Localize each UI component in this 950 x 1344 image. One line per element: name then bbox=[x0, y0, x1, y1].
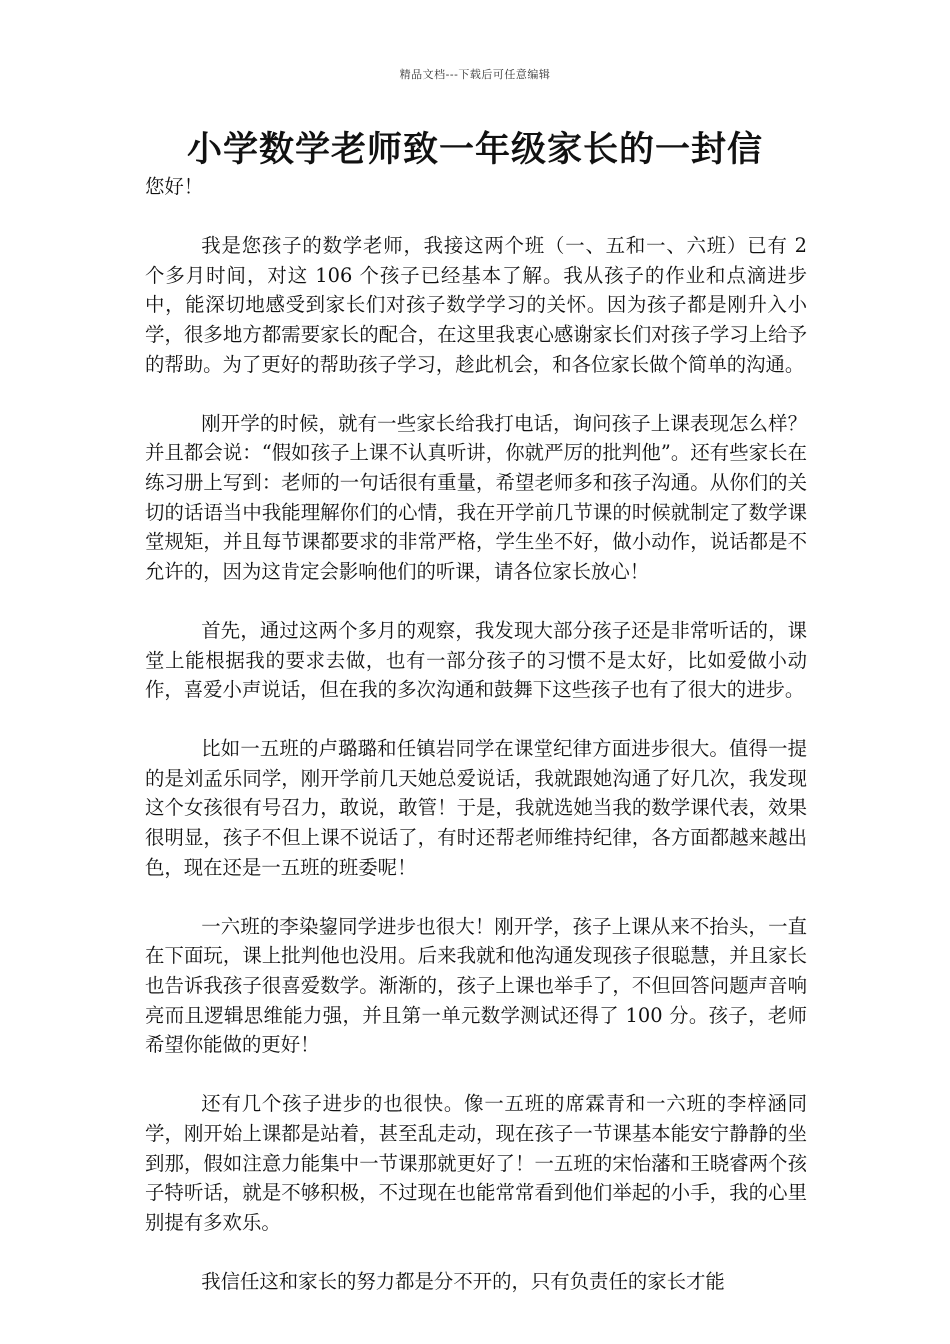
paragraph-closing-partial: 我信任这和家长的努力都是分不开的，只有负责任的家长才能 bbox=[201, 1269, 725, 1293]
letter-title: 小学数学老师致一年级家长的一封信 bbox=[186, 129, 763, 170]
paragraph-intro: 我是您孩子的数学老师，我接这两个班（一、五和一、六班）已有 2 个多月时间，对这 106 个孩子已经基本了解。我从孩子的作业和点滴进步中，能深切地感受到家长们对孩子数学学习的关怀。因为孩子都是刚升入小学，很多地方都需要家长的配合，在这里我衷心感谢家长们对孩子学习上给予的帮助。为了更好的帮助孩子学习，趁此机会，和各位家长做个简单的沟通。 bbox=[145, 234, 807, 376]
letter-body bbox=[145, 172, 807, 1297]
paragraph-class-15-progress: 比如一五班的卢璐璐和任镇岩同学在课堂纪律方面进步很大。值得一提的是刘孟乐同学，刚开学前几天她总爱说话，我就跟她沟通了好几次，我发现这个女孩很有号召力，敢说，敢管！于是，我就选她当我的数学课代表，效果很明显，孩子不但上课不说话了，有时还帮老师维持纪律，各方面都越来越出色，现在还是一五班的班委呢！ bbox=[145, 737, 807, 879]
header-note: 精品文档---下载后可任意编辑 bbox=[399, 68, 551, 81]
paragraph-parent-calls: 刚开学的时候，就有一些家长给我打电话，询问孩子上课表现怎么样？并且都会说：“假如孩子上课不认真听讲，你就严厉的批判他”。还有些家长在练习册上写到：老师的一句话很有重量，希望老师多和孩子沟通。从你们的关切的话语当中我能理解你们的心情，我在开学前几节课的时候就制定了数学课堂规矩，并且每节课都要求的非常严格，学生坐不好，做小动作，说话都是不允许的，因为这肯定会影响他们的听课，请各位家长放心！ bbox=[145, 411, 807, 583]
paragraph-observation: 首先，通过这两个多月的观察，我发现大部分孩子还是非常听话的，课堂上能根据我的要求去做，也有一部分孩子的习惯不是太好，比如爱做小动作，喜爱小声说话，但在我的多次沟通和鼓舞下这些孩子也有了很大的进步。 bbox=[145, 618, 807, 702]
greeting: 您好！ bbox=[145, 175, 204, 198]
paragraph-class-16-progress: 一六班的李染鋆同学进步也很大！刚开学，孩子上课从来不抬头，一直在下面玩，课上批判他也没用。后来我就和他沟通发现孩子很聪慧，并且家长也告诉我孩子很喜爱数学。渐渐的，孩子上课也举手了，不但回答问题声音响亮而且逻辑思维能力强，并且第一单元数学测试还得了 100 分。孩子，老师希望你能做的更好！ bbox=[145, 914, 807, 1057]
paragraph-other-children: 还有几个孩子进步的也很快。像一五班的席霖青和一六班的李梓涵同学，刚开始上课都是站着，甚至乱走动，现在孩子一节课基本能安宁静静的坐到那，假如注意力能集中一节课那就更好了！一五班的宋怡藩和王晓睿两个孩子特听话，就是不够积极，不过现在也能常常看到他们举起的小手，我的心里别提有多欢乐。 bbox=[145, 1092, 807, 1234]
